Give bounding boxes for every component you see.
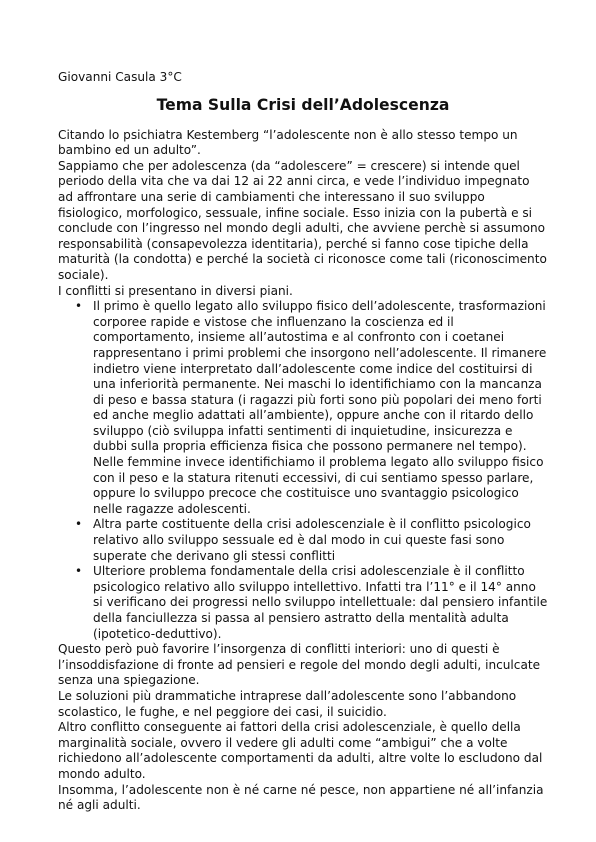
author-line: Giovanni Casula 3°C bbox=[58, 70, 182, 84]
list-item-text: Altra parte costituente della crisi adolescenziale è il conflitto psicologico relativo allo sviluppo sessuale ed è dal modo in cui queste fasi sono superate che derivano gli stessi conflitti bbox=[93, 517, 531, 563]
closing-paragraph: Insomma, l’adolescente non è né carne né pesce, non appartiene né all’infanzia né agli adulti. bbox=[58, 782, 544, 813]
intro-paragraph: Sappiamo che per adolescenza (da “adolescere” = crescere) si intende quel periodo della vita che va dai 12 ai 22 anni circa, e vede l’individuo impegnato ad affrontare una serie di cambiamenti che interessano il suo sviluppo fisiologico, morfologico, sessuale, infine sociale. Esso inizia con la pubertà e si conclude con l’ingresso nel mondo degli adulti, che avviene perchè si assumono responsabilità (consapevolezza identitaria), perché si fanno cose tipiche della maturità (la condotta) e perché la società ci riconosce come tali (riconoscimento sociale). bbox=[58, 158, 547, 282]
list-item-text: Ulteriore problema fondamentale della crisi adolescenziale è il conflitto psicologico relativo allo sviluppo intellettivo. Infatti tra l’11° e il 14° anno si verificano dei progressi nello sviluppo intellettuale: dal pensiero infantile della fanciullezza si passa al pensiero astratto della mentalità adulta (ipotetico-deduttivo). bbox=[93, 564, 548, 641]
bullet-icon: • bbox=[75, 564, 83, 579]
closing-paragraph: Altro conflitto conseguente ai fattori della crisi adolescenziale, è quello della marginalità sociale, ovvero il vedere gli adulti come “ambigui” che a volte richiedono all’adolescente comportamenti da adulti, altre volte lo escludono dal mondo adulto. bbox=[58, 720, 543, 781]
document-page bbox=[58, 70, 548, 814]
closing-paragraph: Questo però può favorire l’insorgenza di conflitti interiori: uno di questi è l’insoddisfazione di fronte ad pensieri e regole del mondo degli adulti, inculcate senza una spiegazione. bbox=[58, 642, 541, 688]
bullet-icon: • bbox=[75, 517, 83, 532]
list-item bbox=[75, 517, 548, 564]
bullet-icon: • bbox=[75, 299, 83, 314]
intro-paragraph: Citando lo psichiatra Kestemberg “l’adolescente non è allo stesso tempo un bambino ed un adulto”. bbox=[58, 127, 518, 158]
closing-paragraph: Le soluzioni più drammatiche intraprese dall’adolescente sono l’abbandono scolastico, le fughe, e nel peggiore dei casi, il suicidio. bbox=[58, 688, 517, 719]
list-item bbox=[75, 564, 548, 642]
conflict-list bbox=[58, 299, 548, 642]
list-item-text: Il primo è quello legato allo sviluppo fisico dell’adolescente, trasformazioni corporee rapide e vistose che influenzano la coscienza ed il comportamento, insieme all’autostima e al confronto con i coetanei rappresentano i primi problemi che insorgono nell’adolescente. Il rimanere indietro viene interpretato dall’adolescente come indice del costituirsi di una inferiorità permanente. Nei maschi lo identifichiamo con la mancanza di peso e bassa statura (i ragazzi più forti sono più popolari dei meno forti ed anche meglio adattati all’ambiente), oppure anche con il ritardo dello sviluppo (ciò sviluppa infatti sentimenti di inquietudine, insicurezza e dubbi sulla propria efficienza fisica che possono permanere nel tempo). Nelle femmine invece identifichiamo il problema legato allo sviluppo fisico con il peso e la statura ritenuti eccessivi, di cui sentiamo spesso parlare, oppure lo sviluppo precoce che costituisce uno svantaggio psicologico nelle ragazze adolescenti. bbox=[93, 299, 547, 516]
document-title: Tema Sulla Crisi dell’Adolescenza bbox=[156, 95, 450, 114]
list-item bbox=[75, 299, 548, 517]
intro-paragraph: I conflitti si presentano in diversi piani. bbox=[58, 283, 293, 298]
